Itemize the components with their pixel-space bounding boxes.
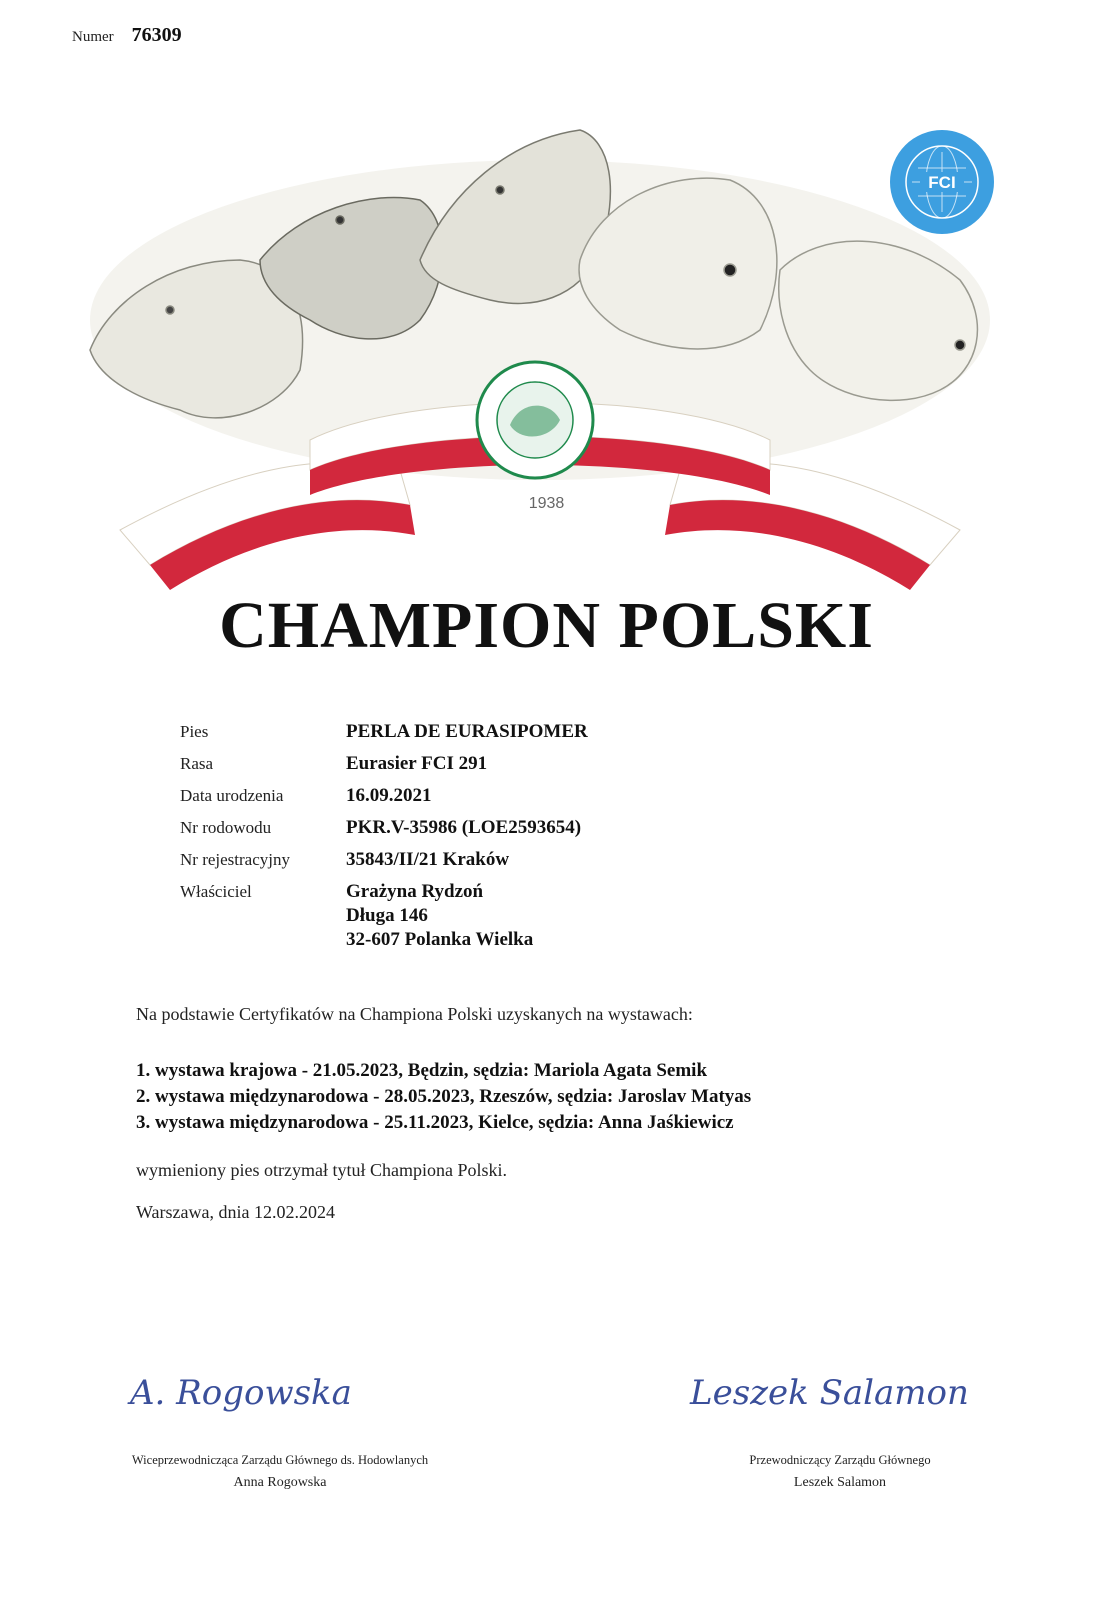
field-value: 35843/II/21 Kraków (346, 849, 510, 870)
owner-name: Grażyna Rydzoń (346, 881, 484, 902)
owner-address (346, 880, 533, 952)
fci-seal-icon (888, 128, 996, 236)
field-label: Rasa (180, 754, 214, 773)
show-item: 3. wystawa międzynarodowa - 25.11.2023, Kielce, sędzia: Anna Jaśkiewicz (136, 1112, 734, 1133)
show-item: 2. wystawa międzynarodowa - 28.05.2023, Rzeszów, sędzia: Jaroslav Matyas (136, 1086, 752, 1107)
svg-text:Leszek Salamon: Leszek Salamon (690, 1373, 969, 1413)
svg-text:A. Rogowska: A. Rogowska (130, 1373, 352, 1413)
certificate-number (72, 24, 182, 47)
intro-text: Na podstawie Certyfikatów na Championa Polski uzyskanych na wystawach: (136, 1004, 693, 1024)
signature-right-caption: Przewodniczący Zarządu Głównego (749, 1453, 931, 1467)
zkwp-seal-icon (477, 362, 593, 478)
place-date: Warszawa, dnia 12.02.2024 (136, 1202, 335, 1222)
field-row-owner (180, 880, 588, 952)
signature-left-caption: Wiceprzewodnicząca Zarządu Głównego ds. Hodowlanych (131, 1453, 429, 1467)
show-list (136, 1060, 751, 1138)
field-label: Nr rejestracyjny (180, 850, 290, 869)
field-label: Data urodzenia (180, 786, 284, 805)
field-value: PKR.V-35986 (LOE2593654) (346, 817, 582, 838)
dog-details (180, 720, 588, 952)
field-value: Eurasier FCI 291 (346, 753, 488, 774)
field-row-breed (180, 752, 588, 784)
field-row-birth-date (180, 784, 588, 816)
field-value: 16.09.2021 (346, 785, 432, 806)
signature-right-name: Leszek Salamon (793, 1475, 887, 1490)
certificate-title: CHAMPION POLSKI (219, 589, 874, 662)
owner-city: 32-607 Polanka Wielka (346, 929, 534, 950)
signature-left (125, 1360, 435, 1420)
field-label: Nr rodowodu (180, 818, 272, 837)
number-value: 76309 (131, 24, 182, 46)
zkwp-year: 1938 (528, 495, 565, 512)
field-row-pedigree (180, 816, 588, 848)
signature-right (685, 1360, 995, 1420)
dog-illustration (80, 110, 1000, 600)
owner-street: Długa 146 (346, 905, 428, 926)
svg-text:FCI: FCI (928, 173, 956, 192)
number-label: Numer (72, 29, 114, 45)
signature-left-name: Anna Rogowska (233, 1475, 327, 1490)
show-item: 1. wystawa krajowa - 21.05.2023, Będzin, sędzia: Mariola Agata Semik (136, 1060, 708, 1081)
field-label: Właściciel (180, 882, 252, 901)
field-row-dog (180, 720, 588, 752)
field-value: PERLA DE EURASIPOMER (346, 721, 588, 742)
field-row-registration (180, 848, 588, 880)
conclusion-text: wymieniony pies otrzymał tytuł Championa Polski. (136, 1160, 507, 1180)
field-label: Pies (180, 722, 209, 741)
